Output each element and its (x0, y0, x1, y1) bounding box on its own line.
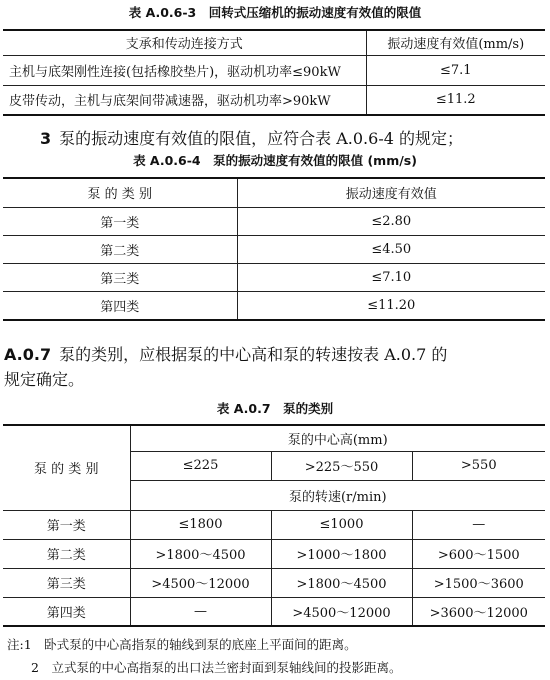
table-row (3, 207, 545, 235)
paragraph-3 (40, 126, 463, 149)
column-header-center-height: 泵的中心高(mm) (130, 425, 545, 451)
table-cell: >1000～1800 (271, 539, 412, 568)
height-range-header: ≤225 (130, 451, 271, 480)
table-cell: ≤4.50 (237, 235, 545, 263)
table-row (3, 263, 545, 291)
note-2: 2 立式泵的中心高指泵的出口法兰密封面到泵轴线间的投影距离。 (31, 660, 402, 675)
note-1: 注:1 卧式泵的中心高指泵的轴线到泵的底座上平面间的距离。 (7, 637, 357, 652)
table-cell: ≤7.10 (237, 263, 545, 291)
table-a064 (3, 177, 545, 321)
table-row (3, 597, 545, 626)
table-header-row (3, 425, 545, 451)
table-cell: >1800～4500 (130, 539, 271, 568)
table-cell: 主机与底架刚性连接(包括橡胶垫片)，驱动机功率≤90kW (3, 55, 366, 85)
height-range-header: >225～550 (271, 451, 412, 480)
column-header-velocity: 振动速度有效值(mm/s) (366, 30, 545, 55)
table-row (3, 235, 545, 263)
table-row (3, 55, 545, 85)
column-header-pump-category: 泵 的 类 别 (3, 178, 237, 207)
table-cell: 第四类 (3, 291, 237, 320)
table-cell: 第三类 (3, 263, 237, 291)
table-cell: >4500～12000 (130, 568, 271, 597)
paragraph-text: 泵的振动速度有效值的限值，应符合表 A.0.6-4 的规定； (59, 129, 463, 148)
column-header-speed: 泵的转速(r/min) (130, 480, 545, 510)
table-cell: — (412, 510, 545, 539)
table-cell: ≤1800 (130, 510, 271, 539)
section-a07-line2: 规定确定。 (4, 370, 85, 389)
height-range-header: >550 (412, 451, 545, 480)
column-header-velocity: 振动速度有效值 (237, 178, 545, 207)
table-cell: ≤11.20 (237, 291, 545, 320)
table-cell: >600～1500 (412, 539, 545, 568)
table-header-row (3, 178, 545, 207)
table-cell: >1800～4500 (271, 568, 412, 597)
table-cell: ≤2.80 (237, 207, 545, 235)
table-cell: — (130, 597, 271, 626)
table-cell: >1500～3600 (412, 568, 545, 597)
table-cell: ≤1000 (271, 510, 412, 539)
table-a07-caption: 表 A.0.7 泵的类别 (216, 401, 334, 416)
table-header-row (3, 30, 545, 55)
section-number: A.0.7 (4, 345, 52, 364)
table-row (3, 85, 545, 115)
table-row (3, 568, 545, 597)
table-cell: 第一类 (3, 510, 130, 539)
section-text: 泵的类别，应根据泵的中心高和泵的转速按表 A.0.7 的 (59, 345, 448, 364)
table-row (3, 510, 545, 539)
table-cell: 第四类 (3, 597, 130, 626)
table-a064-caption: 表 A.0.6-4 泵的振动速度有效值的限值 (mm/s) (133, 153, 417, 168)
table-row (3, 291, 545, 320)
table-cell: 皮带传动，主机与底架间带减速器，驱动机功率>90kW (3, 85, 366, 115)
table-cell: 第三类 (3, 568, 130, 597)
table-cell: 第二类 (3, 539, 130, 568)
table-cell: 第一类 (3, 207, 237, 235)
column-header-support-method: 支承和传动连接方式 (3, 30, 366, 55)
table-a063 (3, 29, 545, 116)
table-cell: 第二类 (3, 235, 237, 263)
table-cell: >4500～12000 (271, 597, 412, 626)
table-cell: ≤11.2 (366, 85, 545, 115)
row-header-pump-category: 泵 的 类 别 (3, 425, 130, 510)
section-a07-line1 (4, 342, 447, 365)
table-cell: >3600～12000 (412, 597, 545, 626)
paragraph-number: 3 (40, 129, 52, 148)
table-a063-caption: 表 A.0.6-3 回转式压缩机的振动速度有效值的限值 (128, 5, 422, 20)
table-cell: ≤7.1 (366, 55, 545, 85)
table-a07 (3, 424, 545, 627)
table-row (3, 539, 545, 568)
